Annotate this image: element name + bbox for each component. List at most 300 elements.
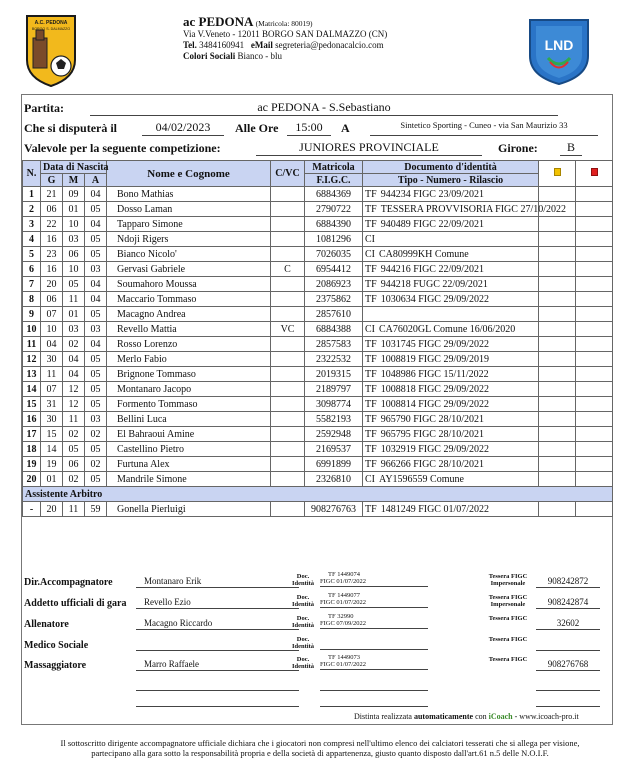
col-g: G: [41, 174, 63, 187]
player-document: [363, 277, 539, 292]
girone-label: Girone:: [498, 141, 538, 155]
staff-row: [24, 573, 614, 593]
player-document: [363, 322, 539, 337]
player-role: [271, 277, 305, 292]
birth-month: 01: [63, 202, 85, 217]
player-row: [23, 367, 613, 382]
player-number: 17: [23, 427, 41, 442]
staff-person: Revello Ezio: [136, 597, 299, 609]
staff-person: Montanaro Erik: [136, 576, 299, 588]
doc-type: CI: [365, 323, 376, 335]
icoach-brand: iCoach: [488, 712, 513, 721]
yellow-card-cell: [539, 337, 576, 352]
colors-label: Colori Sociali: [183, 51, 236, 61]
player-row: [23, 307, 613, 322]
yellow-card-cell: [539, 247, 576, 262]
player-role: [271, 397, 305, 412]
player-number: 18: [23, 442, 41, 457]
player-document: [363, 427, 539, 442]
player-name: Tapparo Simone: [107, 217, 271, 232]
player-role: [271, 337, 305, 352]
birth-day: 07: [41, 307, 63, 322]
player-matricola: 2857583: [305, 337, 363, 352]
birth-year: 04: [85, 292, 107, 307]
player-role: [271, 412, 305, 427]
birth-day: 22: [41, 217, 63, 232]
player-role: [271, 427, 305, 442]
player-row: [23, 217, 613, 232]
birth-day: 21: [41, 187, 63, 202]
birth-year: 05: [85, 442, 107, 457]
birth-day: 07: [41, 382, 63, 397]
player-number: 20: [23, 472, 41, 487]
birth-year: 03: [85, 322, 107, 337]
staff-doc-line2: FIGC 01/07/2022: [320, 661, 367, 668]
yellow-card-cell: [539, 232, 576, 247]
assistant-name: Gonella Pierluigi: [107, 502, 271, 517]
doc-detail: 1008814 FIGC 29/09/2022: [380, 398, 490, 410]
club-tel: 3484160941: [199, 40, 245, 50]
birth-year: 05: [85, 472, 107, 487]
club-address: Via V.Veneto - 12011 BORGO SAN DALMAZZO (CN): [183, 29, 388, 39]
player-document: [363, 442, 539, 457]
staff-doc-value: [320, 634, 428, 650]
birth-day: 30: [41, 412, 63, 427]
player-row: [23, 232, 613, 247]
birth-year: 05: [85, 232, 107, 247]
staff-tessera-value: 32602: [536, 618, 600, 630]
player-name: El Bahraoui Amine: [107, 427, 271, 442]
birth-day: 23: [41, 247, 63, 262]
player-name: Ndoji Rigers: [107, 232, 271, 247]
staff-role: Massaggiatore: [24, 660, 87, 671]
red-card-cell: [576, 442, 613, 457]
col-n: N.: [23, 161, 41, 187]
staff-row: [24, 594, 614, 614]
staff-doc-label: Doc. Identità: [291, 656, 315, 670]
player-role: [271, 307, 305, 322]
player-row: [23, 247, 613, 262]
staff-tessera-label: Tessera FIGC Impersonale: [488, 573, 528, 587]
blank-line: [320, 706, 428, 707]
player-role: [271, 382, 305, 397]
birth-month: 01: [63, 307, 85, 322]
player-number: 1: [23, 187, 41, 202]
player-name: Macagno Andrea: [107, 307, 271, 322]
partita-row: [24, 101, 64, 116]
birth-day: 30: [41, 352, 63, 367]
birth-year: 03: [85, 412, 107, 427]
assistant-doc: [363, 502, 539, 517]
svg-text:BORGO S. DALMAZZO: BORGO S. DALMAZZO: [31, 27, 71, 31]
birth-month: 06: [63, 457, 85, 472]
svg-text:A.C. PEDONA: A.C. PEDONA: [34, 20, 68, 26]
yellow-card-cell: [539, 382, 576, 397]
birth-month: 11: [63, 292, 85, 307]
player-row: [23, 337, 613, 352]
red-card-cell: [576, 322, 613, 337]
player-row: [23, 382, 613, 397]
player-number: 14: [23, 382, 41, 397]
player-document: [363, 262, 539, 277]
player-name: Maccario Tommaso: [107, 292, 271, 307]
player-row: [23, 292, 613, 307]
player-row: [23, 427, 613, 442]
doc-type: TF: [365, 218, 377, 230]
doc-type: CI: [365, 233, 376, 245]
red-card-cell: [576, 412, 613, 427]
player-document: [363, 187, 539, 202]
yellow-card-cell: [539, 217, 576, 232]
player-matricola: 2322532: [305, 352, 363, 367]
red-card-cell: [576, 202, 613, 217]
staff-role: Allenatore: [24, 619, 69, 630]
doc-type: TF: [365, 383, 377, 395]
birth-month: 03: [63, 322, 85, 337]
birth-year: 05: [85, 382, 107, 397]
player-row: [23, 412, 613, 427]
player-row: [23, 352, 613, 367]
tel-label: Tel.: [183, 40, 197, 50]
player-matricola: 2169537: [305, 442, 363, 457]
place-label: A: [341, 121, 350, 135]
staff-doc-value: [320, 654, 428, 670]
player-name: Merlo Fabio: [107, 352, 271, 367]
doc-detail: 1032919 FIGC 29/09/2022: [380, 443, 490, 455]
assistant-m: 11: [63, 502, 85, 517]
yellow-card-cell: [539, 397, 576, 412]
player-name: Furtuna Alex: [107, 457, 271, 472]
yellow-card-cell: [539, 352, 576, 367]
player-number: 3: [23, 217, 41, 232]
birth-month: 04: [63, 352, 85, 367]
player-matricola: 2592948: [305, 427, 363, 442]
doc-type: TF: [365, 368, 377, 380]
player-document: [363, 217, 539, 232]
birth-day: 19: [41, 457, 63, 472]
birth-month: 05: [63, 277, 85, 292]
doc-detail: 944216 FIGC 22/09/2021: [380, 263, 485, 275]
doc-type: TF: [365, 353, 377, 365]
player-role: [271, 442, 305, 457]
col-red: [576, 161, 613, 187]
player-name: Montanaro Jacopo: [107, 382, 271, 397]
player-name: Revello Mattia: [107, 322, 271, 337]
red-card-cell: [576, 472, 613, 487]
player-name: Bellini Luca: [107, 412, 271, 427]
doc-detail: 940489 FIGC 22/09/2021: [380, 218, 485, 230]
staff-person: Marro Raffaele: [136, 659, 299, 671]
col-cvc: C/VC: [271, 161, 305, 187]
assistant-doc-type: TF: [365, 503, 377, 515]
red-card-cell: [576, 217, 613, 232]
player-document: [363, 367, 539, 382]
red-card-cell: [576, 352, 613, 367]
player-role: [271, 247, 305, 262]
red-card-cell: [576, 367, 613, 382]
birth-month: 05: [63, 442, 85, 457]
player-name: Bianco Nicolo': [107, 247, 271, 262]
player-matricola: 2189797: [305, 382, 363, 397]
red-card-cell: [576, 337, 613, 352]
col-name: Nome e Cognome: [107, 161, 271, 187]
blank-line: [136, 690, 299, 691]
birth-month: 10: [63, 217, 85, 232]
birth-month: 06: [63, 247, 85, 262]
yellow-card-cell: [539, 277, 576, 292]
doc-detail: 966266 FIGC 28/10/2021: [380, 458, 485, 470]
player-matricola: 6884390: [305, 217, 363, 232]
assistant-g: 20: [41, 502, 63, 517]
player-document: [363, 337, 539, 352]
birth-year: 04: [85, 337, 107, 352]
red-card-cell: [576, 187, 613, 202]
player-number: 9: [23, 307, 41, 322]
date-value: 04/02/2023: [142, 120, 224, 136]
player-document: [363, 457, 539, 472]
birth-month: 10: [63, 262, 85, 277]
club-info: [183, 16, 387, 62]
time-label: Alle Ore: [235, 121, 279, 135]
staff-row: [24, 615, 614, 635]
assistant-yellow: [539, 502, 576, 517]
birth-day: 06: [41, 202, 63, 217]
player-row: [23, 397, 613, 412]
girone-value: B: [560, 140, 582, 156]
birth-month: 04: [63, 367, 85, 382]
birth-year: 04: [85, 187, 107, 202]
birth-year: 03: [85, 262, 107, 277]
player-name: Dosso Laman: [107, 202, 271, 217]
red-card-cell: [576, 382, 613, 397]
birth-year: 05: [85, 367, 107, 382]
staff-doc-line2: FIGC 01/07/2022: [320, 578, 367, 585]
player-document: [363, 247, 539, 262]
birth-month: 09: [63, 187, 85, 202]
birth-day: 04: [41, 337, 63, 352]
player-number: 6: [23, 262, 41, 277]
doc-detail: 944218 FUGC 22/09/2021: [380, 278, 488, 290]
doc-type: TF: [365, 398, 377, 410]
doc-type: CI: [365, 473, 376, 485]
club-matricola: (Matricola: 80019): [255, 19, 313, 28]
col-figc: F.I.G.C.: [305, 174, 363, 187]
yellow-card-cell: [539, 367, 576, 382]
blank-line: [136, 706, 299, 707]
yellow-card-cell: [539, 457, 576, 472]
player-matricola: 6954412: [305, 262, 363, 277]
assistant-cvc: [271, 502, 305, 517]
doc-detail: 1031745 FIGC 29/09/2022: [380, 338, 490, 350]
player-role: VC: [271, 322, 305, 337]
club-colors: Bianco - blu: [237, 51, 282, 61]
generated-prefix: Distinta realizzata: [354, 712, 412, 721]
birth-day: 10: [41, 322, 63, 337]
player-document: [363, 307, 539, 322]
birth-day: 16: [41, 262, 63, 277]
player-name: Soumahoro Moussa: [107, 277, 271, 292]
generated-middle: con: [475, 712, 487, 721]
birth-day: 11: [41, 367, 63, 382]
player-name: Formento Tommaso: [107, 397, 271, 412]
birth-day: 15: [41, 427, 63, 442]
staff-doc-line1: TF 1449073: [328, 654, 360, 661]
doc-type: TF: [365, 458, 377, 470]
staff-doc-label: Doc. Identità: [291, 594, 315, 608]
assistant-a: 59: [85, 502, 107, 517]
yellow-card-cell: [539, 322, 576, 337]
staff-doc-value: [320, 613, 428, 629]
staff-doc-line2: FIGC 01/07/2022: [320, 599, 367, 606]
player-document: [363, 202, 566, 217]
doc-detail: AY1596559 Comune: [379, 473, 464, 485]
player-number: 5: [23, 247, 41, 262]
staff-tessera-label: Tessera FIGC: [488, 636, 528, 643]
birth-year: 05: [85, 397, 107, 412]
player-role: [271, 217, 305, 232]
yellow-card-cell: [539, 262, 576, 277]
birth-year: 05: [85, 202, 107, 217]
player-matricola: 7026035: [305, 247, 363, 262]
lnd-logo-icon: [526, 16, 592, 86]
player-number: 19: [23, 457, 41, 472]
assistant-red: [576, 502, 613, 517]
document-header: [0, 0, 633, 92]
doc-detail: 1008818 FIGC 29/09/2022: [380, 383, 490, 395]
club-crest-icon: [23, 14, 79, 88]
player-row: [23, 202, 613, 217]
player-number: 8: [23, 292, 41, 307]
player-number: 11: [23, 337, 41, 352]
birth-year: 02: [85, 457, 107, 472]
assistant-doc-detail: 1481249 FIGC 01/07/2022: [380, 503, 490, 515]
birth-month: 12: [63, 382, 85, 397]
player-role: C: [271, 262, 305, 277]
birth-day: 06: [41, 292, 63, 307]
staff-doc-label: Doc. Identità: [291, 615, 315, 629]
yellow-card-icon: [554, 168, 561, 176]
blank-line: [536, 706, 600, 707]
birth-year: 04: [85, 217, 107, 232]
player-role: [271, 187, 305, 202]
staff-doc-line1: TF 1449077: [328, 592, 360, 599]
player-number: 2: [23, 202, 41, 217]
doc-type: TF: [365, 443, 377, 455]
doc-detail: 1048986 FIGC 15/11/2022: [380, 368, 489, 380]
staff-person: [136, 639, 299, 651]
email-label: eMail: [250, 40, 273, 50]
staff-role: Medico Sociale: [24, 640, 89, 651]
player-document: [363, 232, 539, 247]
birth-year: 05: [85, 352, 107, 367]
player-role: [271, 472, 305, 487]
player-row: [23, 277, 613, 292]
staff-doc-line2: FIGC 07/09/2022: [320, 620, 367, 627]
doc-detail: CA76020GL Comune 16/06/2020: [379, 323, 516, 335]
player-document: [363, 397, 539, 412]
col-m: M: [63, 174, 85, 187]
birth-day: 31: [41, 397, 63, 412]
player-document: [363, 292, 539, 307]
birth-month: 02: [63, 337, 85, 352]
staff-role: Addetto ufficiali di gara: [24, 598, 127, 609]
player-matricola: 2019315: [305, 367, 363, 382]
staff-person: Macagno Riccardo: [136, 618, 299, 630]
player-document: [363, 352, 539, 367]
player-matricola: 5582193: [305, 412, 363, 427]
staff-row: [24, 636, 614, 656]
assistant-header-row: [23, 487, 613, 502]
player-number: 16: [23, 412, 41, 427]
red-card-cell: [576, 247, 613, 262]
player-number: 13: [23, 367, 41, 382]
player-name: Castellino Pietro: [107, 442, 271, 457]
player-name: Brignone Tommaso: [107, 367, 271, 382]
red-card-cell: [576, 457, 613, 472]
player-document: [363, 382, 539, 397]
birth-year: 05: [85, 307, 107, 322]
staff-tessera-label: Tessera FIGC: [488, 615, 528, 622]
assistant-n: -: [23, 502, 41, 517]
doc-type: TF: [365, 293, 377, 305]
col-a: A: [85, 174, 107, 187]
staff-tessera-label: Tessera FIGC Impersonale: [488, 594, 528, 608]
player-row: [23, 457, 613, 472]
staff-tessera-value: 908242874: [536, 597, 600, 609]
place-value: Sintetico Sporting - Cuneo - via San Maurizio 33: [370, 120, 598, 136]
competition-label: Valevole per la seguente competizione:: [24, 141, 221, 155]
player-matricola: 6884388: [305, 322, 363, 337]
doc-type: TF: [365, 263, 377, 275]
player-number: 15: [23, 397, 41, 412]
player-matricola: 3098774: [305, 397, 363, 412]
staff-doc-label: Doc. Identità: [291, 573, 315, 587]
player-matricola: 1081296: [305, 232, 363, 247]
doc-detail: 965790 FIGC 28/10/2021: [380, 413, 485, 425]
player-matricola: 2326810: [305, 472, 363, 487]
player-row: [23, 472, 613, 487]
player-row: [23, 442, 613, 457]
birth-day: 01: [41, 472, 63, 487]
birth-day: 16: [41, 232, 63, 247]
player-document: [363, 412, 539, 427]
player-row: [23, 262, 613, 277]
birth-month: 11: [63, 412, 85, 427]
player-matricola: 2857610: [305, 307, 363, 322]
player-name: Rosso Lorenzo: [107, 337, 271, 352]
red-card-cell: [576, 427, 613, 442]
birth-month: 12: [63, 397, 85, 412]
yellow-card-cell: [539, 187, 576, 202]
doc-detail: 944234 FIGC 23/09/2021: [380, 188, 485, 200]
yellow-card-cell: [539, 472, 576, 487]
player-matricola: 2375862: [305, 292, 363, 307]
birth-month: 02: [63, 427, 85, 442]
col-doc-sub: Tipo - Numero - Rilascio: [363, 174, 539, 187]
player-role: [271, 232, 305, 247]
player-matricola: 2790722: [305, 202, 363, 217]
staff-doc-line1: TF 1449074: [328, 571, 360, 578]
player-number: 12: [23, 352, 41, 367]
player-role: [271, 352, 305, 367]
doc-detail: 1008819 FIGC 29/09/2019: [380, 353, 490, 365]
red-card-cell: [576, 397, 613, 412]
staff-doc-label: Doc. Identità: [291, 636, 315, 650]
player-matricola: 2086923: [305, 277, 363, 292]
staff-tessera-value: 908276768: [536, 659, 600, 671]
yellow-card-cell: [539, 412, 576, 427]
staff-doc-line1: TF 32990: [328, 613, 354, 620]
